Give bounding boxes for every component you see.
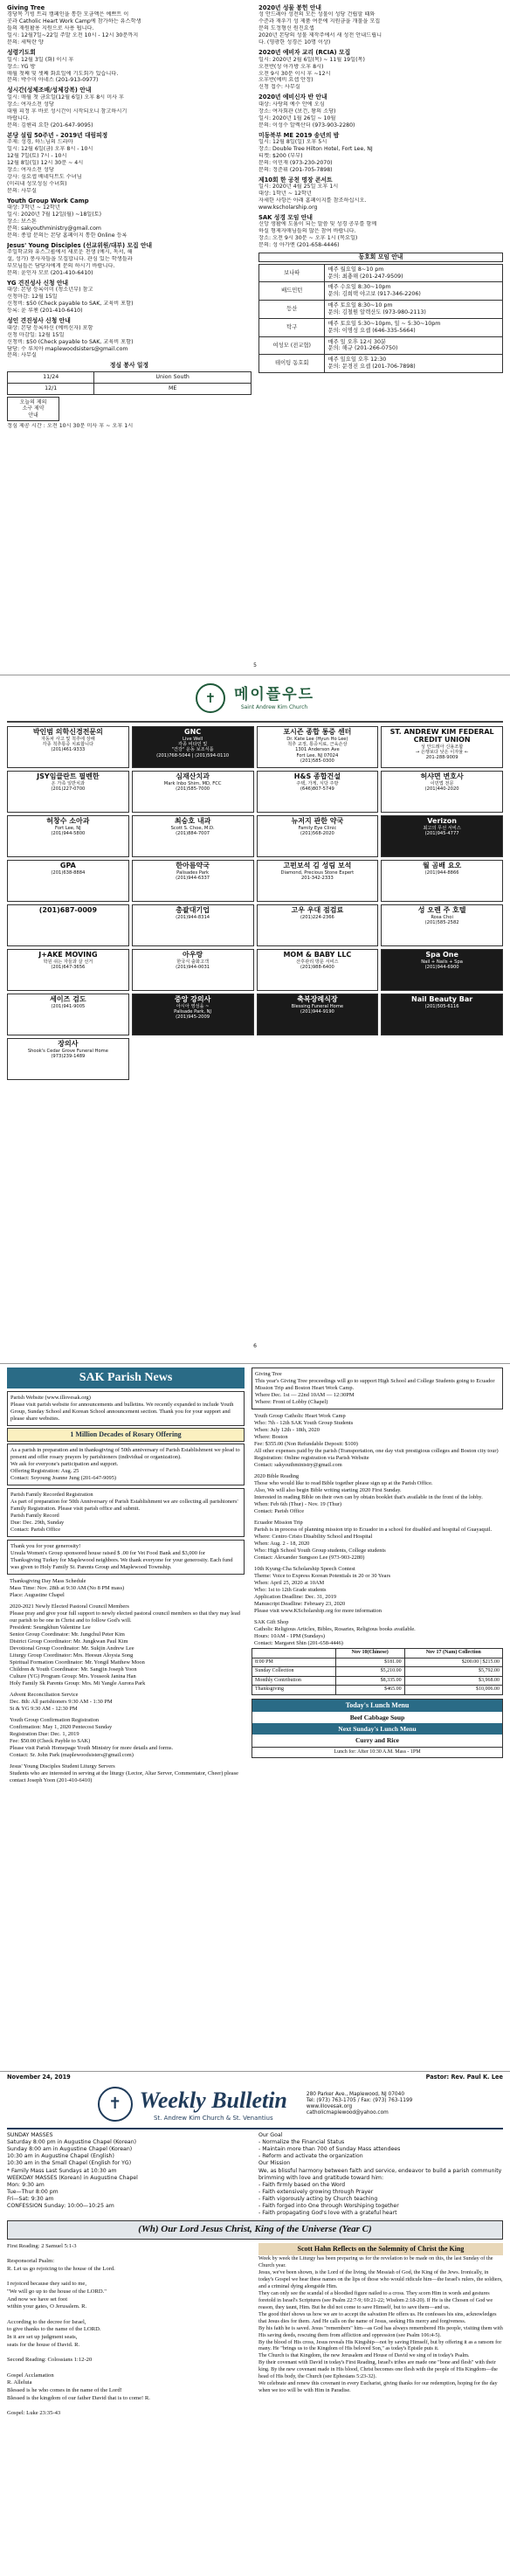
ad-text: Mark Inbo Shim, MD, FCC (201)585-7000: [163, 780, 222, 793]
announcement-line: www.kscholarship.org: [258, 204, 318, 211]
announcement-line: 다. (영광한 성경은 10명 이상): [258, 39, 331, 46]
lunch-menu-title: Today's Lunch Menu: [252, 1700, 502, 1712]
advertisement: [132, 815, 254, 857]
advertisement: [257, 771, 379, 813]
announcement-line: 대상: 본당 등록이미 (청소년부) 참고: [7, 287, 93, 294]
club-contact: 문의: 이명성 요셉 (646-335-5664): [327, 327, 416, 334]
announcement-line: 일시: 12월7일~22일 주말 오전 10시 - 12시 30분까지: [7, 32, 139, 39]
announcement-title: SAK 성경 모임 안내: [258, 213, 313, 221]
advertisement: [257, 994, 379, 1035]
announcement-line: 대상: 사랑의 예수 안에 오심: [258, 100, 325, 107]
advertisement: [132, 860, 254, 902]
announcement-line: 오전반(성 아가방 오후 8시): [258, 63, 324, 70]
club-details: [325, 264, 503, 282]
announcement-title: 본당 설립 50주년 - 2019년 대림피정: [7, 131, 108, 139]
collection-cell: $5,210.00: [335, 1667, 404, 1677]
ad-text: 자동차 사고 및 척추에 상해 각종 척추통증 치료합니다 (201)461-9333: [41, 736, 95, 753]
announcement-title: 제10회 한 공천 명장 콘서트: [258, 176, 333, 184]
logo-english-text: Saint Andrew Kim Church: [240, 703, 308, 710]
parish-address: 280 Parker Ave., Maplewood, NJ 07040 Tel: (973) 763-1705 / Fax: (973) 763-1199 www.illovesak.org catholicmaplewood@yahoo.com: [306, 2091, 413, 2116]
advertisement: [7, 726, 129, 768]
ad-title: ST. ANDREW KIM FEDERAL CREDIT UNION: [389, 728, 494, 744]
advertisement: [381, 994, 503, 1035]
announcement-line: 문의: 박수미 아네스 (201-913-0977): [7, 77, 99, 84]
ad-title: 한아름약국: [176, 862, 210, 869]
announcement-line: 문의: 종합 문의는 본당 홈페이지 통한 Online 등록: [7, 232, 128, 239]
collection-cell: $200.00 | $215.00: [404, 1658, 502, 1667]
announcement-title: YG 견진성사 신청 안내: [7, 279, 69, 287]
announcement-line: 문의: 이성수 알렉산더 (973-903-2280): [258, 121, 355, 128]
ad-title: Verizon: [427, 817, 457, 825]
collection-table: [252, 1648, 503, 1695]
announcement-line: 문의 도정형신 원진요셉: [258, 25, 314, 32]
ad-text: Palisades Park (201)944-6337: [176, 869, 210, 882]
ad-title: 아우랑: [183, 951, 203, 959]
announcement-line: 12월 8일(일) 12시 30분 ~ 4시: [7, 159, 84, 166]
club-time: 매주 토요일 5:30~10pm, 일 ~ 5:30~10pm: [327, 320, 441, 327]
announcement-line: 문의: 정준휘 (201-705-7898): [258, 166, 333, 173]
club-time: 매주 토요일 8:30~10 pm: [327, 302, 393, 309]
ad-text: (201)941-9005: [51, 1003, 86, 1009]
ad-title: 고우 우대 점검료: [291, 906, 344, 914]
bulletin-page-5: [0, 0, 510, 673]
giving-tree-notice: Giving Tree This year's Giving Tree proceedings will go to support High School and College Students going to Ecuador Mission Trip and Boston Heart Work Camp. Where Dec. 1st — 22nd 10AM — 12:30PM Where: Front of Lobby (Chapel): [252, 1368, 503, 1409]
ad-title: 성 오렌 주 호텔: [417, 906, 466, 914]
ad-title: 최승호 내과: [174, 817, 211, 825]
announcement-line: 일시: 2020년 7월 12일(월) ~18일(토): [7, 211, 102, 218]
pastor-name: Pastor: Rev. Paul K. Lee: [425, 2074, 503, 2081]
ad-text: Nail + Nails + Spa (201)944-6900: [421, 959, 463, 971]
schedule-date: 11/24: [8, 371, 94, 383]
club-contact: 문의: 김철원 알렉산도 (973-980-2113): [327, 309, 426, 315]
announcement-line: 오후반(예비 요셉 안정): [258, 77, 314, 84]
announcement-line: 하실 형제자매님들의 많은 참여 바랍니다.: [258, 228, 356, 235]
announcement-line: 문의: 윤인자 모로 (201-410-6410): [7, 270, 93, 277]
announcement-line: 장소: 보스톤: [7, 218, 37, 225]
rosary-notice: As a parish in preparation and in thanksgiving of 50th anniversary of Parish Establishment we plead to present and offer rosary prayers by parishioners (individual or organization). We ask for everyone's participation and support. Offering Registration: Aug. 25 Contact: Soyoung Joanne Jung (201-647-9095): [7, 1444, 245, 1485]
ad-title: 허샤면 변호사: [420, 772, 464, 780]
advertisement: [7, 815, 129, 857]
announcement-line: 주일학교와 유스그룹에서 새로운 천생 (예시, 독서, 해: [7, 249, 133, 256]
bulletin-page-ads: [0, 675, 510, 1356]
ad-title: 포시즌 종합 통증 센터: [283, 728, 352, 736]
announcement-line: 자세한 사항은 아래 홈페이지를 참조하십시오.: [258, 197, 367, 204]
advertisement: [7, 994, 129, 1035]
advertisement: [257, 860, 379, 902]
family-registration-notice: Parish Family Recorded Registration As part of preparation for 50th Anniversary of Parish Establishment we are collecting all parishioners' Family Registration. Please visit parish office and submit. Parish Family Record Due: Dec. 29th, Sunday Contact: Parish Office: [7, 1488, 245, 1537]
announcement-line: 일시: 12월 6일(금) 오후 8시 - 10시: [7, 146, 93, 152]
advertisement: [132, 726, 254, 768]
lunch-item: Beef Cabbage Soup: [349, 1713, 405, 1721]
announcement-line: 주제: 성경, 하느님의 드라마: [7, 139, 73, 146]
weekly-bulletin-page: [0, 2071, 510, 2576]
advertisement: [381, 771, 503, 813]
ad-text: Scott S. Choe, M.D. (201)884-7007: [170, 825, 215, 837]
generosity-notice: Thank you for your generosity! Ursula Women's Group sponsored house raised $ .00 for Vet Food Bank and $3,000 for Thanksgiving Turkey for Maplewood neighbors. We thank everyone for your generosity. Each fund was given to Holy Family St. Parents Group and Maplewood Township.: [7, 1540, 245, 1575]
announcement-title: 2020년 예비자 교리 (RCIA) 모집: [258, 49, 351, 57]
ad-title: 장의사: [58, 1040, 79, 1048]
advertisement: [381, 815, 503, 857]
announcement-line: 문의: sakyouthministry@gmail.com: [7, 225, 101, 232]
lunch-menu: [252, 1699, 503, 1759]
bible-reading-notice: 2020 Bible Reading Those who would like to read Bible together please sign up at the Parish Office. Also, We will also begin Bible writing starting 2020 First Sunday. Interested in reading Bible on their own can by obtain booklet that's available in the front of the lobby. When: Feb 6th (Thur) - Nov. 19 (Thur) Contact: Parish Office: [254, 1473, 483, 1514]
announcement-line: 오전 9시 30분 이시 후 ~12시: [258, 70, 331, 77]
announcement-line: 신청마감: 12월 15일: [7, 294, 58, 301]
advertisement: [381, 904, 503, 946]
club-time: 매주 월요일 8~10 pm: [327, 266, 384, 273]
advertisement: [132, 771, 254, 813]
advertisement: [7, 904, 129, 946]
bulletin-date: November 24, 2019: [7, 2074, 71, 2081]
ad-title: 월 곰배 요오: [423, 862, 462, 869]
work-camp-notice: Youth Group Catholic Heart Work Camp Who: 7th - 12th SAK Youth Group Students When: July 12th - 18th, 2020 Where: Boston Fee: $355.00 (Non Refundable Deposit: $100) All other expenses paid by the parish (Transportation, one day visit prestigious colleges and Boston city tour) Registration: Online registration via Parish Website Contact: sakyouthministry@gmail.com: [254, 1413, 499, 1468]
announcement-line: 들의 재원활용 지원으로 사용 됩니다.: [7, 25, 94, 32]
announcement-line: 바랍니다.: [7, 114, 30, 121]
club-name: 테이팅 동호회: [259, 355, 325, 373]
mass-schedule: SUNDAY MASSES Saturday 8:00 pm in Augustine Chapel (Korean) Sunday 8:00 am in Augustine Chapel (Korean) 10:30 am in Augustine Chapel (English) 10:30 am in the Small Chapel (English for YG) * Family Mass Last Sundays at 10:30 am WEEKDAY MASSES (Korean) in Augustine Chapel Mon: 9:30 am Tue—Thur 8:00 pm Fri—Sat: 9:30 am CONFESSION Sunday: 10:00—10:25 am: [7, 2132, 138, 2209]
announcement-line: 신청 마감일: 12월 15일: [7, 331, 65, 338]
schedule-group: ME: [94, 383, 252, 394]
announcement-line: 장소: YG 방: [7, 63, 36, 70]
announcement-line: 대상: 7학년 ~ 12학년: [7, 204, 60, 211]
announcement-line: 등록: 윤 루첸 (201-410-6410): [7, 308, 83, 315]
ad-text: 이민법 전문 (201)440-2020: [424, 780, 459, 793]
ad-text: 온 가족 일반치과 (201)227-0700: [51, 780, 86, 793]
announcement-title: Jesus' Young Disciples (선교위원/대부) 모집 안내: [7, 241, 153, 249]
ad-text: Diamond, Precious Stone Expert 201-342-2333: [280, 869, 355, 882]
club-details: [325, 318, 503, 336]
ad-title: 박인범 의학신경전문의: [32, 728, 103, 736]
church-logo-icon: ✝: [98, 2087, 133, 2122]
announcement-line: 부모님들은 담당자에게 문의 하시기 바랍니다.: [7, 263, 115, 270]
ad-text: 한국식 출화고객 (201)944-0031: [176, 959, 210, 971]
young-disciples: Jesus' Young Disciples Student Liturgy Servers Students who are interested in serving at the liturgy (Lector, Altar Server, Commentator, Cheer) please contact Joseph Yoon (201-410-6410): [10, 1762, 238, 1783]
advertisement: [257, 815, 379, 857]
announcement-title: 미동북부 ME 2019 송년의 밤: [258, 131, 340, 139]
collection-cell: $8,335.00: [335, 1676, 404, 1686]
serving-schedule-table: [7, 371, 252, 395]
ad-title: 심재산치과: [176, 772, 210, 780]
collection-cell: Sunday Collection: [252, 1667, 336, 1677]
announcement-line: 설, 성가) 봉사자들을 모집합니다. 관심 있는 학생들과: [7, 256, 133, 263]
announcement-line: 문의: 사무실: [7, 352, 37, 359]
ad-title: GPA: [59, 862, 76, 869]
club-details: [325, 336, 503, 355]
schedule-title: 정심 봉사 일정: [109, 362, 149, 370]
ad-text: (201)505-6116: [424, 1003, 459, 1009]
announcement-line: 일시: 2020년 1월 26일 ~ 10월: [258, 114, 336, 121]
clubs-title: 동호회 모임 안내: [258, 253, 503, 261]
thanksgiving-mass: Thanksgiving Day Mass Schedule Mass Time: Nov. 28th at 9:30 AM (No 8 PM mass) Place: Augustine Chapel: [10, 1577, 125, 1598]
ad-text: 주택, 가게, 식당 주방 (646)807-5749: [296, 780, 339, 793]
clubs-table: [258, 264, 503, 373]
bulletin-subtitle: St. Andrew Kim Church & St. Venantius: [153, 2115, 273, 2122]
announcement-line: 일시: 2020년 4월 25일 오후 1시: [258, 184, 339, 190]
announcement-line: 경당목 기빙 트리 캠페인을 통한 모금액은 예쁘트 이: [7, 11, 129, 18]
church-logo-icon: ✝: [196, 683, 225, 713]
weekly-bulletin-header: [7, 2081, 503, 2129]
announcement-line: 일시: 2020년 2월 6일(목) ~ 11월 19일(목): [258, 56, 365, 63]
ad-text: Blessing Funeral Home (201)944-9190: [291, 1003, 344, 1015]
announcement-line: 장소: 여자소전 성당: [7, 100, 54, 107]
ad-title: J+AKE MOVING: [38, 951, 98, 959]
announcement-line: 대상: 본당 등록하신 (예비신자) 포함: [7, 324, 93, 331]
announcement-line: 장소: 오전 9시 30분 ~ 오후 1시 (목요일): [258, 235, 358, 242]
advertisement: [7, 860, 129, 902]
schedule-date: 12/1: [8, 383, 94, 394]
club-contact: 문의: 문경진 요셉 (201-706-7898): [327, 364, 416, 370]
advertisement: [7, 771, 129, 813]
ad-title: 뉴저지 관한 약국: [291, 817, 344, 825]
ad-title: (201)687-0009: [38, 906, 98, 914]
announcement-line: 장소: 여자회관 (보건, 왕의 소당): [258, 107, 336, 114]
ad-text: Rosa Choi (201)585-2582: [424, 914, 459, 926]
ad-text: (201)944-8314: [176, 914, 210, 920]
ad-title: Spa One: [425, 951, 458, 959]
club-details: [325, 355, 503, 373]
advertisement: [132, 994, 254, 1035]
reflection-text: Week by week the Liturgy has been preparing us for the revelation to be made on this, the last Sunday of the Church year. Jesus, we've been shown, is the Lord of the living, the Messiah of God, the King of the Jews. Ironically, in today's Gospel we hear these names on the lips of those who would ridicule him—the Israel's rulers, the soldiers, and a criminal dying alongside Him. They can only see the scandal of a bloodied figure nailed to a cross. They scorn Him in words and gestures foretold in Israel's Scriptures (see Psalm 22:7-9; 69:21-22; Wisdom 2:18-20). If He is the Chosen of God we reason, they taunt, Him. But he did not come to save Himself, but to save them—and us. The good thief shows us how we are to accept the salvation He offers us. He confesses his sins, acknowledges that Jesus dies for them. And He calls on the name of Jesus, seeking His mercy and forgiveness. By his faith he is saved. Jesus "remembers" him—as God has always remembered His people, visiting them with His saving deeds, rescuing them from affliction and oppression (see Psalm 106:4-5). By the blood of His cross, Jesus reveals His Kingship—not by saving Himself, but by offering it as a ransom for many. He "brings us to the Kingdom of His beloved Son," as today's Epistle puts it. The Church is that Kingdom, the new Jerusalem and House of David we sing of in today's Psalm. By their covenant with David in today's First Reading, Israel's tribes are made one "bone and flesh" with their king. By the new covenant made in His blood, Christ becomes one flesh with the people of His Kingdom—the head of His body, the Church (see Ephesians 5:23-32). We celebrate and renew this covenant in every Eucharist, giving thanks for our redemption, hoping for the day when we too will be with Him in Paradise.: [258, 2255, 503, 2394]
ad-title: GNC: [184, 728, 202, 736]
club-name: 보나따: [259, 264, 325, 282]
advertisement: [7, 949, 129, 991]
ad-text: 학원 쉬는 자들과 살 선거 (201)647-3656: [43, 959, 93, 971]
page-number: 6: [253, 1343, 257, 1349]
collection-cell: $10,006.00: [404, 1686, 502, 1695]
announcement-line: 문의: 이민재 (973-230-2070): [258, 159, 333, 166]
lunch-item: Curry and Rice: [355, 1736, 399, 1745]
announcement-line: 2020년 본당의 성물 제작주에서 새 성전 안내드립니: [258, 32, 382, 39]
ad-title: MOM & BABY LLC: [283, 951, 352, 959]
announcement-line: 일시: 12월 3일 (화) 이시 후: [7, 56, 74, 63]
announcement-line: 신청 접수: 사무실: [258, 84, 300, 91]
collection-header: Nov 17 (Nam) Collection: [404, 1649, 502, 1658]
announcements-left-column: [7, 2, 252, 666]
announcement-line: 신청비: $50 (Check payable to SAK, 교육비 포함): [7, 338, 134, 345]
ad-title: 세이즈 검도: [50, 995, 86, 1003]
confirmation-registration: Youth Group Confirmation Registration Confirmation: May 1, 2020 Pentecost Sunday Registration Due: Dec. 1, 2019 Fee: $50.00 (Check Payble to SAK) Please visit Parish Homepage Youth Ministry for more details and forms. Contact: Sr. John Park (maplewoodsisters@gmail.com): [10, 1716, 174, 1758]
ad-title: 축복장례식장: [297, 995, 338, 1003]
lunch-footer: Lunch for: After 10:30 A.M. Mass - 1PM: [252, 1747, 502, 1758]
club-name: 여성모 (전교협): [259, 336, 325, 355]
ad-title: Nail Beauty Bar: [411, 995, 473, 1003]
bulletin-page-parish-news: [0, 1363, 510, 2062]
ad-text: (201)638-8884: [51, 869, 86, 876]
announcement-line: 일시: 12월 8일(일) 오후 5시: [258, 139, 327, 146]
club-time: 매주 일요일 오후 12:30: [327, 357, 387, 364]
ad-text: (201)224-2366: [300, 914, 334, 920]
ad-title: JSY임클란트 필벤한: [37, 772, 100, 780]
announcement-line: 문의: 성 아가엔 (201-658-4446): [258, 242, 340, 249]
announcement-title: 2020년 예비신자 반 안내: [258, 93, 327, 101]
ad-text: Family Eye Clinic (201)568-2020: [298, 825, 337, 837]
announcement-title: 2020년 성물 봉헌 안내: [258, 4, 321, 11]
club-details: [325, 301, 503, 319]
collection-cell: Thanksgiving: [252, 1686, 336, 1695]
announcement-line: 장소: 여자소전 성당: [7, 166, 54, 173]
gift-shop-notice: SAK Gift Shop Catholic Religious Articles, Bibles, Rosaries, Religious books available. Hours: 10AM - 1PM (Sundays) Contact: Margaret Shin (201-658-4446): [254, 1619, 416, 1646]
schedule-notice: 오늘의 제의 소구 제약 안내: [7, 397, 59, 422]
page-number: 5: [253, 662, 257, 668]
announcement-title: 성인 견진성사 신청 안내: [7, 317, 71, 325]
pastoral-council: 2020-2021 Newly Elected Pastoral Council Members Please pray and give your full support to newly elected pastoral council members so that they may lead our parish to be one in Christ and to follow God's will. President: Seungkhun Valentine Lee Senior Group Coordinator: Mr. Jungchul Peter Kim District Group Coordinator: Mr. Jungkwan Paul Kim Devotional Group Coordinator: Mr. Sukjin Andrew Lee Liturgy Group Coordinator: Mrs. Heesun Aloysia Song Spiritual Formation Coordinator: Mr. Yongil Matthew Moon Children & Youth Coordinator: Mr. Sangjin Joseph Yoon Culture (YG) Program Group: Mrs. Youseok Janina Han Holy Family Sk Parents Group: Mrs. Mi Yangle Aurora Park: [10, 1603, 240, 1686]
ad-title: 고펀보석 김 성림 보석: [283, 862, 352, 869]
collection-cell: $181.00: [335, 1658, 404, 1667]
schedule-footer: 정심 제공 시간 : 오전 10시 30분 미사 후 ~ 오후 1시: [7, 423, 134, 430]
announcement-line: 문의: 김헨리 요한 (201-647-9095): [7, 121, 93, 128]
parish-logo-header: [7, 675, 503, 723]
announcement-line: 문의: 사무실: [7, 187, 37, 194]
ad-text: 성 안드레아 신용조합 → 은행보다 낮은 이자율 ← 201-288-9009: [415, 744, 469, 761]
parish-news-title: SAK Parish News: [7, 1368, 245, 1388]
advertisement: [257, 904, 379, 946]
ad-text: Dr. Kate Lee (Hyun Ho Lee) 척추 교정, 통증치료, 근육손상 1301 Anderson Ave Fort Lee, NJ 07024 (201)585-0300: [286, 736, 348, 764]
club-name: 배드민턴: [259, 282, 325, 301]
ad-text: 산후관리 방문 서비스 (201)988-6400: [296, 959, 339, 971]
announcement-title: 성령기도회: [7, 49, 36, 57]
collection-cell: 8:00 PM: [252, 1658, 336, 1667]
goal-mission: Our Goal - Normalize the Financial Status - Maintain more than 700 of Sunday Mass attendees - Reform and activate the organization Our Mission We, as blissful harmony between faith and service, endeavor to build a parish community brimming with love and gratitude toward him: - Faith firmly based on the Word - Faith extensively growing through Prayer - Faith vigorously acting by Church teaching - Faith forged into One through Worshiping together - Faith propagating God's love with a grateful heart: [258, 2132, 502, 2216]
announcement-line: 성 안드레아 성전의 모든 성물이 성당 건립할 때와: [258, 11, 376, 18]
advertisement: [7, 1038, 129, 1080]
announcement-line: 대림 피정 후 바로 성시간이 시작되오니 참고하시기: [7, 107, 128, 114]
ad-text: Shook's Cedar Grove Funeral Home (973)239-1489: [27, 1048, 108, 1060]
announcement-line: 일시: 매월 첫 금요일(12월 6일) 오후 8시 미사 후: [7, 93, 125, 100]
advertisement: [381, 726, 503, 768]
announcement-title: Giving Tree: [7, 4, 45, 11]
speech-contest-notice: 10th Kyung-Cha Scholarship Speech Contest Theme: Voice to Express Korean Potentials in 20 or 30 Years When: April 25, 2020 at 10AM Who: 1st to 12th Grade students Application Deadline: Dec. 31, 2019 Manuscript Deadline: February 23, 2020 Please visit www.KScholarship.org for more information: [254, 1566, 391, 1614]
advertisement: [257, 949, 379, 991]
ad-text: 최고의 무선 서비스 (201)945-4777: [423, 825, 461, 837]
collection-cell: $5,792.00: [404, 1667, 502, 1677]
rosary-banner: 1 Million Decades of Rosary Offering: [7, 1428, 245, 1442]
lunch-item: Next Sunday's Lunch Menu: [252, 1723, 502, 1735]
collection-cell: Monthly Contribution: [252, 1676, 336, 1686]
announcements-right-column: [258, 2, 503, 666]
reconciliation-service: Advent Reconciliation Service Dec. 8th: All parishioners 9:30 AM - 1:30 PM St & YG 9:30 AM - 12:30 PM: [10, 1691, 113, 1712]
ad-title: 중앙 강의사: [174, 995, 211, 1003]
collection-cell: $3,968.00: [404, 1676, 502, 1686]
advertisement: [132, 949, 254, 991]
schedule-group: Union South: [94, 371, 252, 383]
club-details: [325, 282, 503, 301]
advertisement: [132, 904, 254, 946]
announcement-line: 강사: 심요셉 베네딕트도 수녀님: [7, 173, 82, 180]
ad-title: H&S 종합건설: [293, 772, 341, 780]
logo-korean-text: 메이플우드: [233, 685, 315, 703]
announcement-line: 장소: Double Tree Hilton Hotel, Fort Lee, NJ: [258, 146, 373, 152]
advertisement: [381, 860, 503, 902]
ad-text: 아시아 영성을 ~ Palisade Park, NJ (201)945-2009: [174, 1003, 212, 1021]
advertisement-grid: [0, 723, 510, 1084]
ad-title: 허창수 소아과: [46, 817, 90, 825]
ecuador-mission-notice: Ecuador Mission Trip Parish is in process of planning mission trip to Ecuador in a school for disabled and hospital of Guayaquil. Where: Centro Cristo Disability School and Hospital When: Aug. 2 - 18, 2020 Who: High School Youth Group students, College students Contact: Alexander Sungsoo Lee (973-903-2280): [254, 1520, 493, 1561]
announcement-title: Youth Group Work Camp: [7, 197, 89, 204]
ad-text: (201)944-8866: [424, 869, 459, 876]
club-contact: 문의: 김희택 야고보 (917-346-2206): [327, 291, 421, 298]
collection-header: Nov 10(Chinese): [335, 1649, 404, 1658]
ad-text: Live Well 각종 비타민 및 "건강" 운동 보조식품 (201)768-5044 | (201)594-0110: [156, 736, 230, 758]
announcement-line: 수준과 재우기 성 제품 여분에 지원금을 개물을 모집: [258, 18, 381, 25]
announcement-line: 매월 첫째 및 셋째 화요일에 기도회가 있습니다.: [7, 70, 119, 77]
announcement-line: 티켓: $200 (부부): [258, 152, 303, 159]
announcement-line: 대상: 1학년 ~ 12학년: [258, 190, 312, 197]
club-name: 탁구: [259, 318, 325, 336]
advertisement: [257, 726, 379, 768]
club-contact: 문의: 최충해 (201-247-9509): [327, 273, 403, 280]
advertisement: [381, 949, 503, 991]
announcement-line: 12월 7일(토) 7시 - 10시: [7, 152, 67, 159]
announcement-line: 곳과 Catholic Heart Work Camp에 참가하는 유스학생: [7, 18, 141, 25]
club-name: 등산: [259, 301, 325, 319]
collection-cell: $465.00: [335, 1686, 404, 1695]
announcement-line: 담당: 수 루치아 maplewoodsisters@gmail.com: [7, 345, 128, 352]
website-notice: Parish Website (www.illovesak.org) Please visit parish website for announcements and bulletins. We recently expanded to include Youth Group, Sunday School and Korean School announcement section. Thank you for your support and please share websites.: [7, 1391, 245, 1426]
liturgical-banner: (Wh) Our Lord Jesus Christ, King of the Universe (Year C): [7, 2220, 503, 2240]
club-time: 매주 일 오후 12시 30분: [327, 338, 387, 345]
announcement-line: (미리내 성모성심 수녀회): [7, 180, 67, 187]
bulletin-title: Weekly Bulletin: [139, 2087, 287, 2113]
ad-text: Fort Lee, NJ (201)944-5800: [51, 825, 86, 837]
collection-header: [252, 1649, 336, 1658]
readings: First Reading: 2 Samuel 5:1-3 Responsorial Psalm: R. Let us go rejoicing to the house of the Lord. I rejoiced because they said to me, "We will go up to the house of the LORD." And now we have set foot within your gates, O Jerusalem. R. According to the decree for Israel, to give thanks to the name of the LORD. In it are set up judgment seats, seats for the house of David. R. Second Reading: Colossians 1:12-20 Gospel Acclamation R. Alleluia Blessed is he who comes in the name of the Lord! Blessed is the kingdom of our father David that is to come! R. Gospel: Luke 23:35-43: [7, 2242, 150, 2417]
announcement-line: 문의: 세틱란 양: [7, 39, 44, 46]
announcement-line: 신앙 생활에 도움이 되는 말씀 및 성경 공부를 함께: [258, 221, 377, 228]
club-time: 매주 수요일 8:30~10pm: [327, 284, 391, 291]
club-contact: 문의: 해규 (201-266-0750): [327, 345, 398, 352]
announcement-line: 신청비: $50 (Check payable to SAK, 교육비 포함): [7, 301, 134, 308]
announcement-title: 성시간(성체조배/성체강복) 안내: [7, 87, 92, 94]
reflection-title: Scott Hahn Reflects on the Solemnity of Christ the King: [258, 2243, 503, 2256]
ad-title: 총괄대기업: [176, 906, 210, 914]
